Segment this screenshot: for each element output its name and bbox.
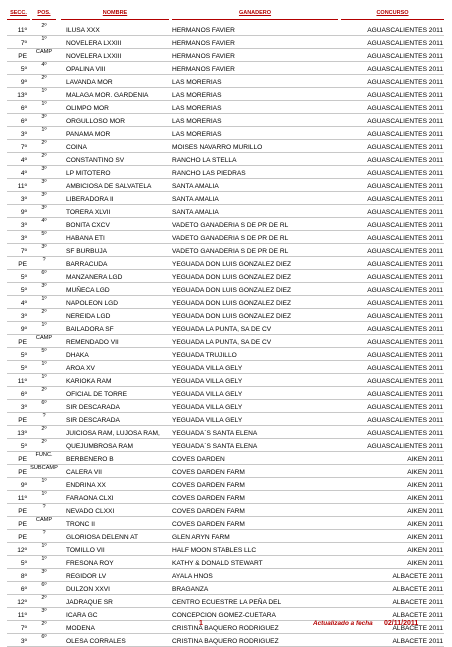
cell-concurso: AGUASCALIENTES 2011 [367,196,443,203]
cell-nombre: OPALINA VIII [66,66,106,73]
table-row [0,530,452,543]
table-row [0,296,452,309]
cell-ganadero: COVES DARDEN FARM [172,521,245,528]
cell-concurso: AIKEN 2011 [407,495,443,502]
table-row [0,400,452,413]
cell-concurso: AGUASCALIENTES 2011 [367,118,443,125]
cell-pos: 1º [41,361,47,367]
cell-pos: 3º [41,608,47,614]
cell-concurso: ALBACETE 2011 [392,586,443,593]
cell-nombre: BONITA CXCV [66,222,110,229]
cell-concurso: AGUASCALIENTES 2011 [367,40,443,47]
cell-ganadero: YEGUADA LA PUNTA, SA DE CV [172,339,272,346]
cell-concurso: AGUASCALIENTES 2011 [367,404,443,411]
cell-pos: 5º [41,231,47,237]
cell-secc: 4º [20,300,27,307]
page-number: 1 [199,620,203,627]
cell-pos: 6º [41,634,47,640]
cell-concurso: AGUASCALIENTES 2011 [367,443,443,450]
cell-nombre: BERBENERO B [66,456,114,463]
cell-pos: 3º [41,569,47,575]
cell-pos: 2º [41,140,47,146]
cell-nombre: DULZON XXVI [66,586,110,593]
table-row [0,166,452,179]
cell-ganadero: YEGUADA`S SANTA ELENA [172,443,258,450]
cell-pos: 1º [41,127,47,133]
cell-ganadero: VADETO GANADERIA S DE PR DE RL [172,248,289,255]
cell-nombre: BARRACUDA [66,261,108,268]
cell-secc: PE [18,534,27,541]
column-header-pos: POS. [32,8,56,20]
cell-ganadero: COVES DARDEN [172,456,225,463]
table-row [0,465,452,478]
cell-pos: 1º [41,296,47,302]
column-header-concurso: CONCURSO [341,8,444,20]
cell-concurso: AIKEN 2011 [407,521,443,528]
cell-ganadero: COVES DARDEN FARM [172,482,245,489]
cell-nombre: CALERA VII [66,469,102,476]
cell-concurso: AGUASCALIENTES 2011 [367,209,443,216]
updated-label: Actualizado a fecha [313,620,373,627]
cell-ganadero: YEGUADA DON LUIS GONZALEZ DIEZ [172,261,292,268]
cell-concurso: AGUASCALIENTES 2011 [367,352,443,359]
cell-pos: 3º [41,192,47,198]
cell-pos: 1º [41,491,47,497]
cell-concurso: ALBACETE 2011 [392,573,443,580]
cell-secc: PE [18,456,27,463]
cell-pos: 1º [41,374,47,380]
cell-pos: ? [42,530,46,536]
cell-secc: 9º [20,209,27,216]
table-row [0,218,452,231]
cell-pos: CAMP [35,517,53,523]
cell-ganadero: YEGUADA LA PUNTA, SA DE CV [172,326,272,333]
table-row [0,634,452,647]
table-row [0,231,452,244]
cell-secc: 3º [20,222,27,229]
table-row [0,439,452,452]
cell-secc: 13º [17,92,27,99]
cell-secc: 6º [20,105,27,112]
table-row [0,426,452,439]
cell-pos: 1º [41,88,47,94]
cell-concurso: AGUASCALIENTES 2011 [367,378,443,385]
cell-pos: 1º [41,36,47,42]
cell-concurso: AGUASCALIENTES 2011 [367,287,443,294]
cell-nombre: NOVELERA LXXIII [66,53,122,60]
cell-ganadero: HERMANOS FAVIER [172,27,235,34]
cell-concurso: AGUASCALIENTES 2011 [367,235,443,242]
cell-secc: 6º [20,118,27,125]
cell-secc: PE [18,339,27,346]
cell-secc: 12º [17,599,27,606]
cell-nombre: ILUSA XXX [66,27,100,34]
cell-nombre: BAILADORA SF [66,326,114,333]
table-row [0,413,452,426]
cell-nombre: COINA [66,144,87,151]
cell-concurso: AGUASCALIENTES 2011 [367,131,443,138]
cell-nombre: MANZANERA LGD [66,274,123,281]
table-row [0,478,452,491]
cell-ganadero: HALF MOON STABLES LLC [172,547,257,554]
column-header-secc: SECC. [7,8,30,20]
cell-nombre: REGIDOR LV [66,573,107,580]
cell-concurso: AIKEN 2011 [407,469,443,476]
table-row [0,595,452,608]
cell-secc: 12º [17,547,27,554]
cell-nombre: LP MITOTERO [66,170,111,177]
cell-secc: 3º [20,235,27,242]
cell-nombre: FARAONA CLXI [66,495,114,502]
cell-pos: 3º [41,244,47,250]
cell-nombre: AMBICIOSA DE SALVATELA [66,183,152,190]
cell-pos: 3º [41,179,47,185]
cell-nombre: LAVANDA MOR [66,79,113,86]
cell-ganadero: CONCEPCION GOMEZ-CUETARA [172,612,276,619]
cell-ganadero: COVES DARDEN FARM [172,469,245,476]
cell-nombre: CONSTANTINO SV [66,157,125,164]
cell-ganadero: LAS MORERIAS [172,118,222,125]
cell-nombre: TORERA XLVII [66,209,111,216]
cell-secc: 7º [20,40,27,47]
cell-nombre: MALAGA MOR. GARDENIA [66,92,149,99]
cell-pos: 1º [41,101,47,107]
cell-concurso: ALBACETE 2011 [392,612,443,619]
table-row [0,192,452,205]
cell-nombre: NAPOLEON LGD [66,300,119,307]
cell-secc: 7º [20,248,27,255]
table-row [0,582,452,595]
cell-pos: 3º [41,283,47,289]
cell-secc: 8º [20,573,27,580]
cell-pos: CAMP [35,335,53,341]
cell-concurso: AGUASCALIENTES 2011 [367,144,443,151]
cell-ganadero: YEGUADA VILLA GELY [172,378,243,385]
cell-secc: 11º [17,495,27,502]
cell-pos: 2º [41,23,47,29]
cell-secc: 9º [20,482,27,489]
cell-ganadero: COVES DARDEN FARM [172,495,245,502]
cell-secc: 3º [20,196,27,203]
table-row [0,88,452,101]
cell-secc: 11º [17,27,27,34]
cell-concurso: AGUASCALIENTES 2011 [367,430,443,437]
cell-ganadero: KATHY & DONALD STEWART [172,560,263,567]
cell-concurso: AGUASCALIENTES 2011 [367,300,443,307]
cell-nombre: KARIOKA RAM [66,378,112,385]
cell-pos: SUBCAMP [30,465,58,471]
table-row [0,569,452,582]
cell-pos: ? [42,504,46,510]
cell-ganadero: YEGUADA VILLA GELY [172,365,243,372]
cell-concurso: AGUASCALIENTES 2011 [367,391,443,398]
cell-ganadero: SANTA AMALIA [172,209,219,216]
table-row [0,140,452,153]
cell-secc: 7º [20,144,27,151]
cell-pos: 6º [41,400,47,406]
column-header-nombre: NOMBRE [61,8,169,20]
cell-ganadero: COVES DARDEN FARM [172,508,245,515]
cell-ganadero: CRISTINA BAQUERO RODRIGUEZ [172,638,279,645]
cell-pos: 1º [41,556,47,562]
table-row [0,309,452,322]
cell-secc: 11º [17,183,27,190]
cell-pos: FUNC. [35,452,53,458]
cell-secc: 5º [20,274,27,281]
cell-pos: 6º [41,582,47,588]
cell-nombre: ORGULLOSO MOR [66,118,125,125]
cell-nombre: MODENA [66,625,95,632]
cell-ganadero: YEGUADA VILLA GELY [172,391,243,398]
cell-ganadero: CRISTINA BAQUERO RODRIGUEZ [172,625,279,632]
cell-ganadero: VADETO GANADERIA S DE PR DE RL [172,235,289,242]
cell-pos: 4º [41,218,47,224]
cell-ganadero: YEGUADA TRUJILLO [172,352,237,359]
cell-concurso: AGUASCALIENTES 2011 [367,261,443,268]
table-row [0,23,452,36]
table-row [0,504,452,517]
cell-pos: CAMP [35,49,53,55]
cell-concurso: ALBACETE 2011 [392,638,443,645]
cell-nombre: NOVELERA LXXIII [66,40,122,47]
column-header-ganadero: GANADERO [172,8,338,20]
cell-ganadero: HERMANOS FAVIER [172,53,235,60]
cell-concurso: AGUASCALIENTES 2011 [367,183,443,190]
cell-concurso: AGUASCALIENTES 2011 [367,157,443,164]
table-row [0,374,452,387]
cell-ganadero: AYALA HNOS [172,573,213,580]
cell-nombre: LIBERADORA II [66,196,114,203]
cell-secc: PE [18,261,27,268]
cell-pos: 1º [41,478,47,484]
cell-concurso: AGUASCALIENTES 2011 [367,27,443,34]
table-row [0,322,452,335]
table-row [0,101,452,114]
cell-secc: 3º [20,131,27,138]
table-row [0,49,452,62]
cell-nombre: GLORIOSA DELENN AT [66,534,139,541]
table-row [0,153,452,166]
cell-pos: 1º [41,543,47,549]
cell-ganadero: YEGUADA VILLA GELY [172,417,243,424]
table-row [0,244,452,257]
cell-concurso: AGUASCALIENTES 2011 [367,365,443,372]
cell-concurso: AGUASCALIENTES 2011 [367,313,443,320]
cell-nombre: JADRAQUE SR [66,599,113,606]
cell-nombre: OFICIAL DE TORRE [66,391,128,398]
cell-secc: 6º [20,391,27,398]
cell-nombre: MUÑECA LGD [66,287,110,294]
cell-concurso: AGUASCALIENTES 2011 [367,66,443,73]
cell-nombre: PANAMA MOR [66,131,111,138]
table-row [0,517,452,530]
cell-concurso: AGUASCALIENTES 2011 [367,79,443,86]
cell-concurso: AGUASCALIENTES 2011 [367,222,443,229]
cell-pos: 6º [41,270,47,276]
cell-secc: PE [18,508,27,515]
cell-pos: 2º [41,621,47,627]
cell-pos: 2º [41,153,47,159]
cell-secc: 4º [20,157,27,164]
cell-pos: 2º [41,75,47,81]
cell-ganadero: YEGUADA DON LUIS GONZALEZ DIEZ [172,313,292,320]
table-row [0,283,452,296]
cell-nombre: TOMILLO VII [66,547,105,554]
cell-secc: 5º [20,560,27,567]
table-row [0,114,452,127]
cell-concurso: AGUASCALIENTES 2011 [367,417,443,424]
updated-date: 02/11/2011 [384,620,419,627]
table-row [0,270,452,283]
cell-secc: 9º [20,326,27,333]
table-row [0,452,452,465]
table-row [0,36,452,49]
cell-secc: 6º [20,586,27,593]
cell-secc: PE [18,521,27,528]
cell-ganadero: SANTA AMALIA [172,183,219,190]
cell-secc: 11º [17,378,27,385]
table-row [0,387,452,400]
cell-pos: 2º [41,595,47,601]
cell-concurso: AGUASCALIENTES 2011 [367,53,443,60]
cell-concurso: AGUASCALIENTES 2011 [367,170,443,177]
cell-pos: 1º [41,322,47,328]
cell-concurso: AIKEN 2011 [407,508,443,515]
cell-pos: ? [42,413,46,419]
table-row [0,361,452,374]
cell-nombre: ICARA GC [66,612,98,619]
cell-concurso: ALBACETE 2011 [392,625,443,632]
cell-secc: 3º [20,638,27,645]
cell-pos: 2º [41,309,47,315]
table-row [0,75,452,88]
cell-ganadero: YEGUADA VILLA GELY [172,404,243,411]
cell-pos: 2º [41,387,47,393]
cell-nombre: QUEJUMBROSA RAM [66,443,134,450]
cell-concurso: AGUASCALIENTES 2011 [367,274,443,281]
cell-secc: PE [18,417,27,424]
cell-ganadero: VADETO GANADERIA S DE PR DE RL [172,222,289,229]
table-row [0,257,452,270]
cell-ganadero: YEGUADA DON LUIS GONZALEZ DIEZ [172,274,292,281]
cell-secc: 3º [20,313,27,320]
cell-secc: 5º [20,365,27,372]
table-row [0,335,452,348]
cell-nombre: TRONC II [66,521,95,528]
cell-ganadero: LAS MORERIAS [172,92,222,99]
cell-pos: 3º [41,166,47,172]
cell-secc: PE [18,53,27,60]
cell-pos: 3º [41,114,47,120]
cell-nombre: ENDRINA XX [66,482,106,489]
cell-ganadero: RANCHO LAS PIEDRAS [172,170,246,177]
cell-ganadero: GLEN ARYN FARM [172,534,230,541]
cell-pos: 2º [41,426,47,432]
cell-secc: 5º [20,287,27,294]
table-row [0,62,452,75]
cell-secc: 5º [20,443,27,450]
cell-ganadero: HERMANOS FAVIER [172,66,235,73]
cell-ganadero: RANCHO LA STELLA [172,157,237,164]
cell-nombre: OLESA CORRALES [66,638,126,645]
cell-pos: 2º [41,439,47,445]
cell-nombre: SIR DESCARADA [66,417,120,424]
cell-ganadero: SANTA AMALIA [172,196,219,203]
cell-pos: 3º [41,205,47,211]
cell-concurso: AGUASCALIENTES 2011 [367,92,443,99]
cell-nombre: NEVADO CLXXI [66,508,115,515]
cell-concurso: AIKEN 2011 [407,482,443,489]
cell-pos: 5º [41,348,47,354]
cell-pos: ? [42,257,46,263]
cell-nombre: NEREIDA LGD [66,313,111,320]
page-footer [0,620,452,632]
cell-concurso: AGUASCALIENTES 2011 [367,105,443,112]
cell-nombre: HABANA ETI [66,235,105,242]
cell-nombre: REMENDADO VII [66,339,119,346]
cell-ganadero: LAS MORERIAS [172,105,222,112]
cell-concurso: AGUASCALIENTES 2011 [367,248,443,255]
cell-nombre: SF BURBUJA [66,248,108,255]
table-row [0,543,452,556]
cell-nombre: SIR DESCARADA [66,404,120,411]
cell-nombre: JUICIOSA RAM, LUJOSA RAM, [66,430,160,437]
cell-secc: 3º [20,404,27,411]
cell-ganadero: YEGUADA DON LUIS GONZALEZ DIEZ [172,300,292,307]
table-row [0,205,452,218]
cell-concurso: AIKEN 2011 [407,534,443,541]
table-row [0,348,452,361]
cell-concurso: AIKEN 2011 [407,547,443,554]
cell-ganadero: LAS MORERIAS [172,79,222,86]
cell-ganadero: CENTRO ECUESTRE LA PEÑA DEL [172,599,282,606]
cell-secc: 5º [20,66,27,73]
cell-secc: 13º [17,430,27,437]
cell-ganadero: BRAGANZA [172,586,209,593]
table-row [0,127,452,140]
cell-concurso: ALBACETE 2011 [392,599,443,606]
cell-nombre: AROA XV [66,365,95,372]
cell-concurso: AIKEN 2011 [407,560,443,567]
cell-secc: 4º [20,170,27,177]
cell-pos: 4º [41,62,47,68]
cell-ganadero: HERMANOS FAVIER [172,40,235,47]
cell-concurso: AGUASCALIENTES 2011 [367,339,443,346]
cell-ganadero: LAS MORERIAS [172,131,222,138]
cell-secc: PE [18,469,27,476]
cell-secc: 11º [17,612,27,619]
table-row [0,556,452,569]
cell-secc: 9º [20,79,27,86]
cell-ganadero: YEGUADA DON LUIS GONZALEZ DIEZ [172,287,292,294]
cell-nombre: OLIMPO MOR [66,105,109,112]
table-header [0,8,452,21]
cell-nombre: DHAKA [66,352,89,359]
cell-nombre: FRESONA ROY [66,560,114,567]
cell-ganadero: MOISES NAVARRO MURILLO [172,144,263,151]
table-row [0,491,452,504]
cell-secc: 5º [20,352,27,359]
cell-concurso: AIKEN 2011 [407,456,443,463]
cell-secc: 7º [20,625,27,632]
cell-concurso: AGUASCALIENTES 2011 [367,326,443,333]
table-row [0,179,452,192]
cell-ganadero: YEGUADA`S SANTA ELENA [172,430,258,437]
